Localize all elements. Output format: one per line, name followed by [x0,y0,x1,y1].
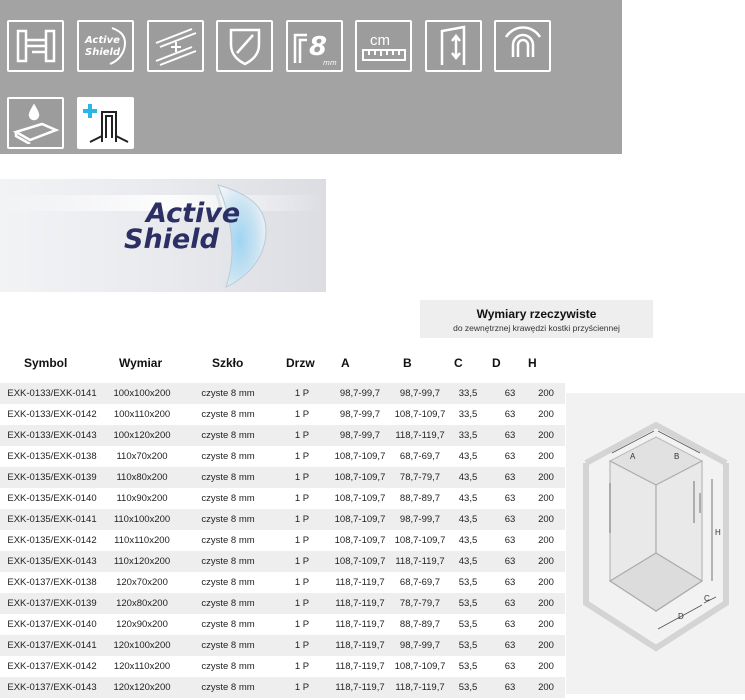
cell-drzw: 1 P [294,472,310,483]
cell-drzw: 1 P [294,493,310,504]
cell-c: 53,5 [458,640,478,651]
cell-b: 98,7-99,7 [399,388,441,399]
label-b: B [674,452,680,461]
cell-drzw: 1 P [294,682,310,693]
cell-d: 63 [504,430,516,441]
cell-szklo: czyste 8 mm [201,430,255,441]
cell-symbol: EXK-0133/EXK-0143 [7,430,97,441]
thickness-value: 8 [308,32,327,62]
header-drzw: Drzw [286,356,315,370]
cell-wymiar: 100x100x200 [113,388,171,399]
icon-shield-word: Shield [84,47,120,58]
cell-d: 63 [504,577,516,588]
shield-protection-icon [216,20,273,72]
cell-wymiar: 110x110x200 [114,535,170,546]
cell-wymiar: 120x120x200 [113,682,171,693]
active-shield-icon [77,20,134,72]
cell-symbol: EXK-0135/EXK-0143 [7,556,97,567]
cell-c: 33,5 [458,430,478,441]
cell-d: 63 [504,493,516,504]
cell-b: 98,7-99,7 [399,514,441,525]
banner-shield-word: Shield [124,224,219,255]
cell-symbol: EXK-0135/EXK-0140 [7,493,97,504]
cell-symbol: EXK-0135/EXK-0138 [7,451,97,462]
cell-h: 200 [538,682,554,693]
cell-b: 98,7-99,7 [399,640,441,651]
cell-a: 118,7-119,7 [335,577,385,588]
table-row [0,404,565,425]
cell-h: 200 [538,598,554,609]
cell-wymiar: 110x70x200 [116,451,168,462]
cell-h: 200 [538,472,554,483]
cell-b: 118,7-119,7 [395,682,445,693]
cell-b: 108,7-109,7 [394,409,446,420]
icon-active-word: Active [84,35,120,46]
cell-symbol: EXK-0135/EXK-0141 [7,514,97,525]
cell-h: 200 [538,388,554,399]
cell-wymiar: 110x120x200 [113,556,171,567]
cell-c: 43,5 [458,451,478,462]
header-szklo: Szkło [212,356,244,370]
cell-c: 43,5 [458,556,478,567]
cell-symbol: EXK-0135/EXK-0142 [7,535,97,546]
cell-symbol: EXK-0137/EXK-0141 [7,640,97,651]
cell-wymiar: 120x70x200 [116,577,168,588]
cell-a: 108,7-109,7 [334,535,386,546]
table-row [0,551,565,572]
cell-szklo: czyste 8 mm [201,661,255,672]
shower-enclosure-diagram [566,393,745,694]
label-a: A [630,452,636,461]
cell-d: 63 [504,388,516,399]
cell-szklo: czyste 8 mm [201,409,255,420]
label-h: H [715,528,721,537]
cell-wymiar: 120x90x200 [116,619,168,630]
cell-d: 63 [504,451,516,462]
cell-symbol: EXK-0137/EXK-0138 [7,577,97,588]
cell-drzw: 1 P [294,451,310,462]
cell-drzw: 1 P [294,577,310,588]
cell-d: 63 [504,535,516,546]
cell-wymiar: 110x100x200 [113,514,171,525]
header-wymiar: Wymiar [119,356,163,370]
cell-wymiar: 100x110x200 [113,409,171,420]
cell-szklo: czyste 8 mm [201,472,255,483]
table-row [0,614,565,635]
cell-c: 53,5 [458,598,478,609]
cell-h: 200 [538,577,554,588]
cell-symbol: EXK-0133/EXK-0141 [7,388,97,399]
cell-d: 63 [504,472,516,483]
table-row [0,488,565,509]
cell-d: 63 [504,661,516,672]
cell-drzw: 1 P [294,556,310,567]
reversible-mounting-icon [77,97,134,149]
cell-b: 118,7-119,7 [395,556,445,567]
cell-a: 108,7-109,7 [334,556,386,567]
frame-profile-icon [7,20,64,72]
cell-symbol: EXK-0133/EXK-0142 [7,409,97,420]
cell-c: 33,5 [458,388,478,399]
cell-szklo: czyste 8 mm [201,577,255,588]
header-a: A [341,356,350,370]
glass-thickness-icon [286,20,343,72]
cell-a: 118,7-119,7 [335,682,385,693]
cell-b: 68,7-69,7 [399,577,441,588]
header-h: H [528,356,537,370]
cell-drzw: 1 P [294,598,310,609]
cell-a: 118,7-119,7 [335,619,385,630]
cell-h: 200 [538,514,554,525]
cell-szklo: czyste 8 mm [201,388,255,399]
dimensions-subtitle: do zewnętrznej krawędzi kostki przyściennej [453,323,620,333]
cell-a: 108,7-109,7 [334,514,386,525]
cell-h: 200 [538,451,554,462]
cell-d: 63 [504,514,516,525]
cell-drzw: 1 P [294,640,310,651]
cell-symbol: EXK-0137/EXK-0139 [7,598,97,609]
cell-b: 68,7-69,7 [399,451,441,462]
cell-a: 108,7-109,7 [334,472,386,483]
cell-b: 78,7-79,7 [399,472,441,483]
cell-c: 43,5 [458,535,478,546]
table-row [0,572,565,593]
cell-szklo: czyste 8 mm [201,535,255,546]
cell-c: 43,5 [458,514,478,525]
cell-d: 63 [504,619,516,630]
cell-c: 43,5 [458,493,478,504]
cell-d: 63 [504,640,516,651]
cell-drzw: 1 P [294,535,310,546]
cell-a: 98,7-99,7 [339,430,381,441]
cell-h: 200 [538,640,554,651]
cell-symbol: EXK-0137/EXK-0140 [7,619,97,630]
cell-b: 88,7-89,7 [399,619,441,630]
cell-symbol: EXK-0137/EXK-0143 [7,682,97,693]
cell-c: 53,5 [458,619,478,630]
cell-a: 98,7-99,7 [339,409,381,420]
cell-h: 200 [538,556,554,567]
cell-wymiar: 120x110x200 [113,661,171,672]
cell-a: 118,7-119,7 [335,640,385,651]
header-b: B [403,356,412,370]
table-row [0,446,565,467]
table-row [0,635,565,656]
cell-drzw: 1 P [294,388,310,399]
cell-symbol: EXK-0135/EXK-0139 [7,472,97,483]
cell-wymiar: 100x120x200 [113,430,171,441]
cell-h: 200 [538,430,554,441]
table-row [0,530,565,551]
cell-a: 118,7-119,7 [335,661,385,672]
cell-h: 200 [538,619,554,630]
cell-a: 108,7-109,7 [334,493,386,504]
cell-drzw: 1 P [294,430,310,441]
features-icon-panel [0,0,622,154]
dimensions-header [420,300,653,338]
cell-szklo: czyste 8 mm [201,493,255,504]
cell-wymiar: 120x80x200 [116,598,168,609]
magnet-icon [494,20,551,72]
cell-d: 63 [504,598,516,609]
cell-symbol: EXK-0137/EXK-0142 [7,661,97,672]
table-row [0,656,565,677]
cell-wymiar: 110x80x200 [116,472,168,483]
cell-szklo: czyste 8 mm [201,556,255,567]
cell-b: 108,7-109,7 [394,535,446,546]
cell-a: 108,7-109,7 [334,451,386,462]
table-row [0,425,565,446]
header-d: D [492,356,501,370]
cell-h: 200 [538,661,554,672]
cell-d: 63 [504,682,516,693]
glass-panels-combine-icon [147,20,204,72]
cell-b: 108,7-109,7 [394,661,446,672]
cell-c: 53,5 [458,682,478,693]
cell-a: 98,7-99,7 [339,388,381,399]
cell-h: 200 [538,535,554,546]
cell-szklo: czyste 8 mm [201,514,255,525]
table-row [0,467,565,488]
table-row [0,593,565,614]
cell-c: 53,5 [458,577,478,588]
ruler-icon [355,20,412,72]
cell-drzw: 1 P [294,661,310,672]
cell-h: 200 [538,493,554,504]
cell-wymiar: 120x100x200 [113,640,171,651]
cell-szklo: czyste 8 mm [201,598,255,609]
table-row [0,383,565,404]
water-drain-tray-icon [7,97,64,149]
cell-h: 200 [538,409,554,420]
cell-b: 118,7-119,7 [395,430,445,441]
cell-drzw: 1 P [294,409,310,420]
table-row [0,677,565,698]
cell-b: 88,7-89,7 [399,493,441,504]
cell-szklo: czyste 8 mm [201,682,255,693]
dimensions-title: Wymiary rzeczywiste [476,307,597,321]
cell-drzw: 1 P [294,619,310,630]
thickness-unit: mm [322,59,337,67]
table-row [0,509,565,530]
header-symbol: Symbol [24,356,68,370]
cell-drzw: 1 P [294,514,310,525]
cell-c: 43,5 [458,472,478,483]
cell-c: 53,5 [458,661,478,672]
cell-b: 78,7-79,7 [399,598,441,609]
cell-c: 33,5 [458,409,478,420]
ruler-unit: cm [369,32,390,49]
cell-a: 118,7-119,7 [335,598,385,609]
cell-szklo: czyste 8 mm [201,451,255,462]
label-d: D [678,612,684,621]
cell-wymiar: 110x90x200 [116,493,168,504]
cell-szklo: czyste 8 mm [201,640,255,651]
label-c: C [704,594,710,603]
door-height-adjust-icon [425,20,482,72]
banner-active-word: Active [146,198,241,229]
cell-d: 63 [504,409,516,420]
cell-d: 63 [504,556,516,567]
cell-szklo: czyste 8 mm [201,619,255,630]
header-c: C [454,356,463,370]
